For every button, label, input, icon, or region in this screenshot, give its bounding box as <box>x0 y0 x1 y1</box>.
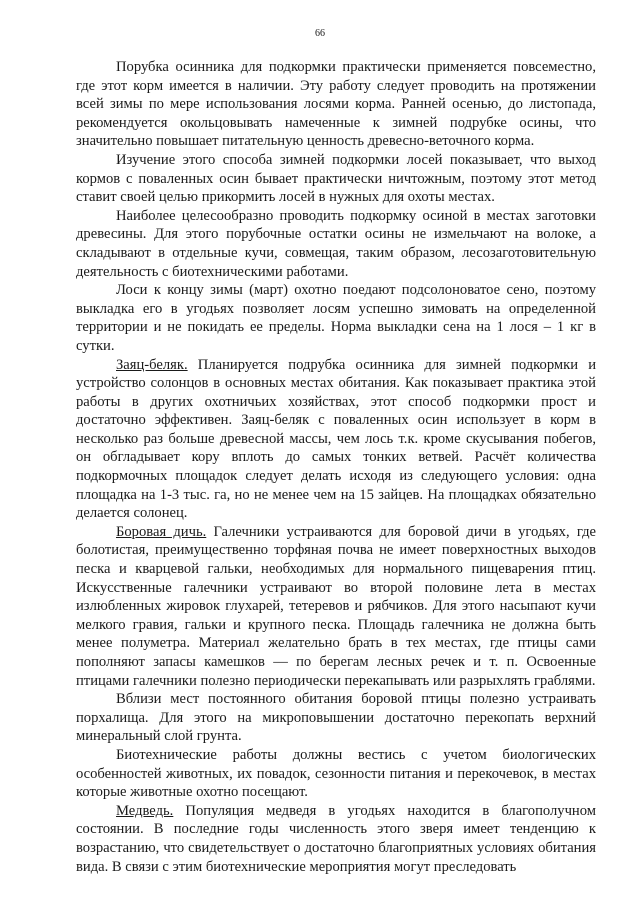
page-number: 66 <box>315 28 325 39</box>
paragraph <box>76 746 596 802</box>
paragraph-bear <box>76 802 596 876</box>
section-heading-bear: Медведь. <box>116 802 174 819</box>
paragraph <box>76 58 596 151</box>
section-heading-hare: Заяц-беляк. <box>116 356 188 373</box>
paragraph-text: Наиболее целесообразно проводить подкормку осиной в местах заготовки древесины. Для этого порубочные остатки осины не измельчают на волоке, а складывают в отдельные кучи, совмещая, таким образом, лесозаготовительную деятельность с биотехническими работами. <box>76 207 596 280</box>
paragraph-text: Планируется подрубка осинника для зимней подкормки и устройство солонцов в основных местах обитания. Как показывает практика этой работы в других охотничьих хозяйствах, этот способ подкормки прост и достаточно эффективен. Заяц-беляк с поваленных осин использует в корм в несколько раз больше древесной массы, чем лось т.к. кроме скусывания побегов, он обгладывает кору вплоть до самых тонких ветвей. Расчёт количества подкормочных площадок следует делать исходя из следующего условия: одна площадка на 1-3 тыс. га, но не менее чем на 15 зайцев. На площадках обязательно делается солонец. <box>76 356 596 522</box>
paragraph-text: Галечники устраиваются для боровой дичи в угодьях, где болотистая, преимущественно торфяная почва не имеет поверхностных выходов песка и кварцевой гальки, необходимых для нормального пищеварения птиц. Искусственные галечники устраивают во второй половине лета в местах излюбленных жировок глухарей, тетеревов и рябчиков. Для этого насыпают кучи мелкого гравия, гальки и крупного песка. Площадь галечника не должна быть менее полуметра. Материал желательно брать в тех местах, где птицы сами пополняют запасы камешков — по берегам лесных речек и т. п. Освоенные птицами галечники полезно периодически перекапывать или разрыхлять граблями. <box>76 523 596 689</box>
paragraph <box>76 281 596 355</box>
paragraph-text: Популяция медведя в угодьях находится в благополучном состоянии. В последние годы численность этого зверя имеет тенденцию к возрастанию, что свидетельствует о достаточно благоприятных условиях обитания вида. В связи с этим биотехнические мероприятия могут преследовать <box>76 802 596 875</box>
paragraph <box>76 151 596 207</box>
paragraph-game-birds <box>76 523 596 690</box>
paragraph-hare <box>76 356 596 523</box>
paragraph-text: Порубка осинника для подкормки практически применяется повсеместно, где этот корм имеется в наличии. Эту работу следует проводить на протяжении всей зимы по мере использования лосями корма. Ранней осенью, до листопада, рекомендуется окольцовывать намеченные к зимней подрубке осины, что значительно повышает питательную ценность древесно-веточного корма. <box>76 59 596 150</box>
paragraph <box>76 207 596 281</box>
paragraph-text: Вблизи мест постоянного обитания боровой птицы полезно устраивать порхалища. Для этого на микроповышении достаточно перекопать верхний минеральный слой грунта. <box>76 691 596 745</box>
paragraph-text: Лоси к концу зимы (март) охотно поедают подсолоноватое сено, поэтому выкладка его в угодьях позволяет лосям успешно зимовать на определенной территории и не покидать ее пределы. Норма выкладки сена на 1 лося – 1 кг в сутки. <box>76 282 596 354</box>
section-heading-game-birds: Боровая дичь. <box>116 523 207 540</box>
paragraph <box>76 690 596 746</box>
paragraph-text: Изучение этого способа зимней подкормки лосей показывает, что выход кормов с поваленных осин бывает практически ничтожным, поэтому этот метод ставит своей целью прикормить лосей в нужных для охоты местах. <box>76 151 596 206</box>
document-body <box>76 58 596 876</box>
paragraph-text: Биотехнические работы должны вестись с учетом биологических особенностей животных, их повадок, сезонности питания и перекочевок, в местах которые животные охотно посещают. <box>76 746 596 801</box>
